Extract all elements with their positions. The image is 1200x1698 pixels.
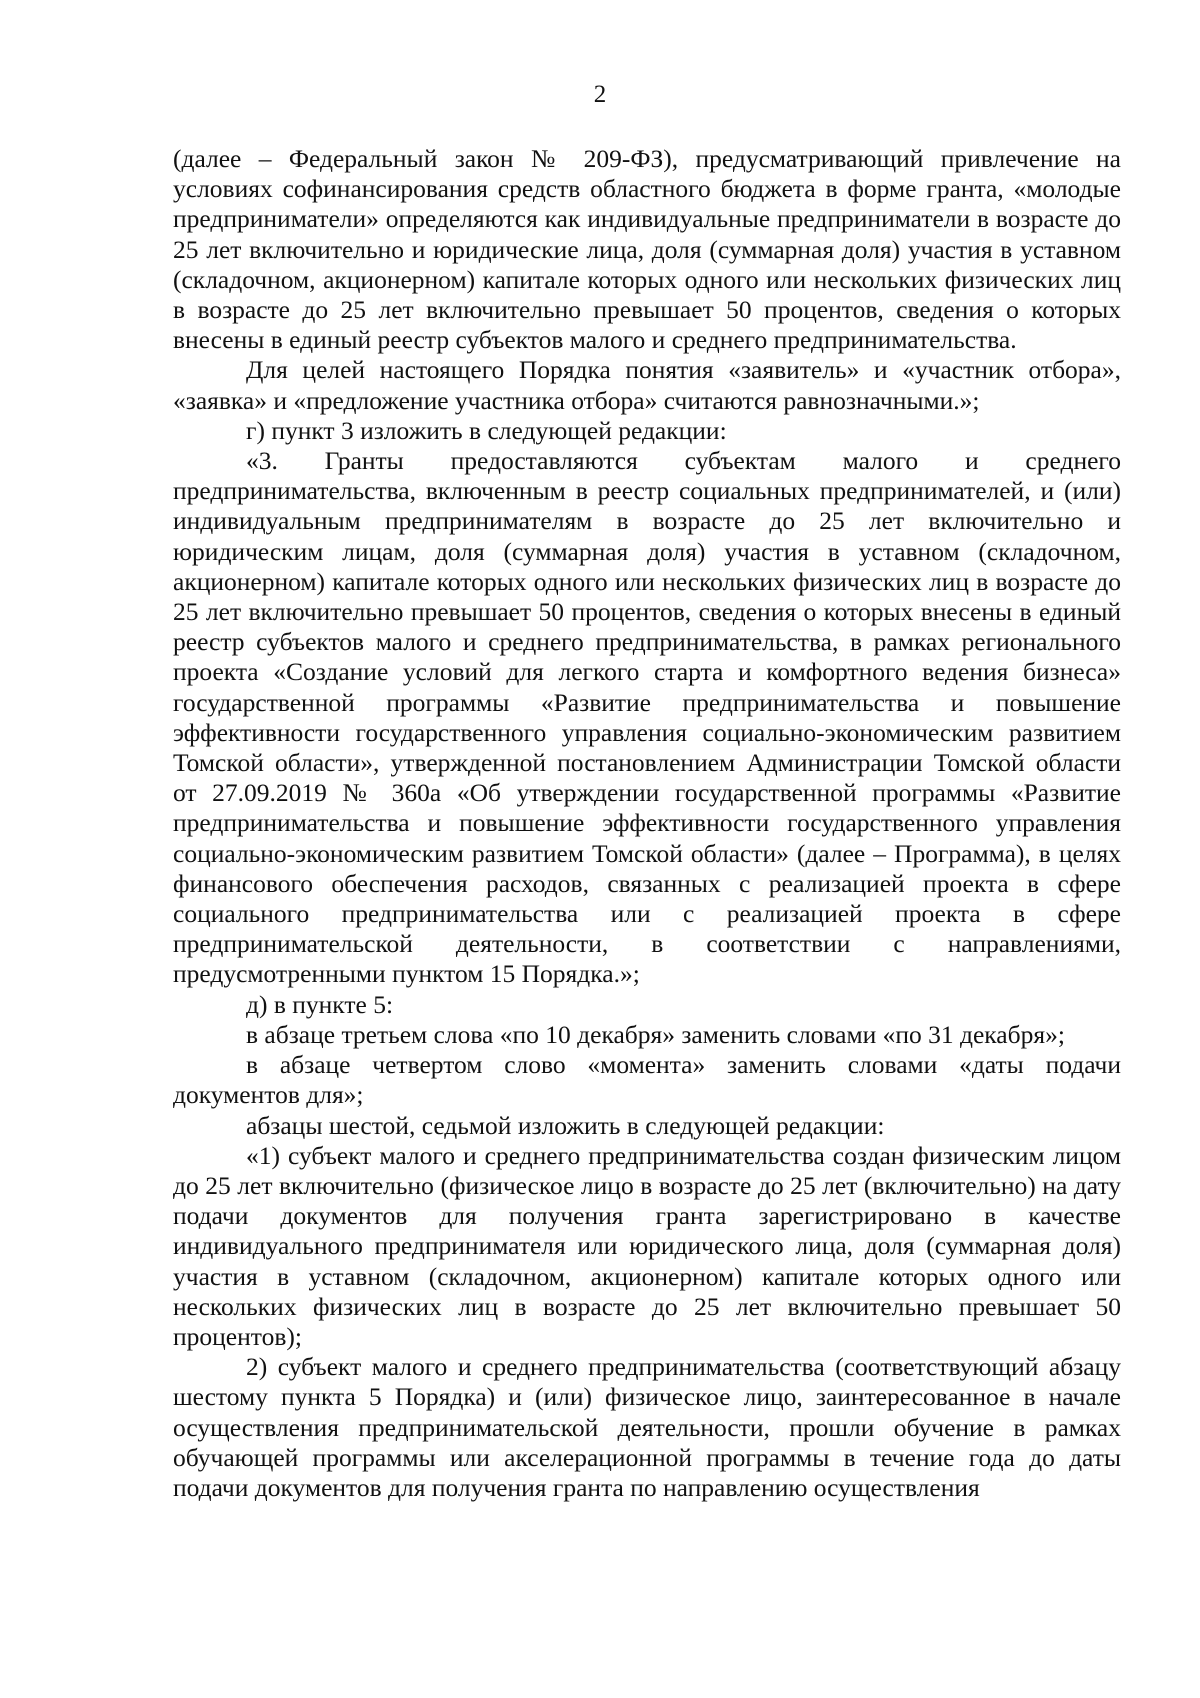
paragraph-condition-2: 2) субъект малого и среднего предпринимательства (соответствующий абзацу шестому пункта 5 Порядка) и (или) физическое лицо, заинтересованное в начале осуществления предпринимательской деятельности, прошли обучение в рамках обучающей программы или акселерационной программы в течение года до даты подачи документов для получения гранта по направлению осуществления <box>173 1352 1121 1502</box>
paragraph-item-d: д) в пункте 5: <box>246 989 394 1019</box>
paragraph-condition-1: «1) субъект малого и среднего предпринимательства создан физическим лицом до 25 лет включительно (физическое лицо в возрасте до 25 лет (включительно) на дату подачи документов для получения гранта зарегистрировано в качестве индивидуального предпринимателя или юридического лица, доля (суммарная доля) участия в уставном (складочном, акционерном) капитале которых одного или нескольких физических лиц в возрасте до 25 лет включительно превышает 50 процентов); <box>173 1140 1121 1351</box>
paragraph-third-clause-change: в абзаце третьем слова «по 10 декабря» заменить словами «по 31 декабря»; <box>246 1019 1065 1049</box>
paragraph-sixth-seventh-clauses: абзацы шестой, седьмой изложить в следующей редакции: <box>246 1110 885 1140</box>
paragraph-terms-equivalence: Для целей настоящего Порядка понятия «заявитель» и «участник отбора», «заявка» и «предложение участника отбора» считаются равнозначными.»; <box>173 355 1121 415</box>
paragraph-fourth-clause-change: в абзаце четвертом слово «момента» заменить словами «даты подачи документов для»; <box>173 1050 1121 1110</box>
page-number: 2 <box>593 81 607 108</box>
paragraph-item-g: г) пункт 3 изложить в следующей редакции: <box>246 415 727 445</box>
paragraph-point-3-grants: «3. Гранты предоставляются субъектам малого и среднего предпринимательства, включенным в реестр социальных предпринимателей, и (или) индивидуальным предпринимателям в возрасте до 25 лет включительно и юридическим лицам, доля (суммарная доля) участия в уставном (складочном, акционерном) капитале которых одного или нескольких физических лиц в возрасте до 25 лет включительно превышает 50 процентов, сведения о которых внесены в единый реестр субъектов малого и среднего предпринимательства, в рамках регионального проекта «Создание условий для легкого старта и комфортного ведения бизнеса» государственной программы «Развитие предпринимательства и повышение эффективности государственного управления социально-экономическим развитием Томской области», утвержденной постановлением Администрации Томской области от 27.09.2019 № 360а «Об утверждении государственной программы «Развитие предпринимательства и повышение эффективности государственного управления социально-экономическим развитием Томской области» (далее – Программа), в целях финансового обеспечения расходов, связанных с реализацией проекта в сфере социального предпринимательства или с реализацией проекта в сфере предпринимательской деятельности, в соответствии с направлениями, предусмотренными пунктом 15 Порядка.»; <box>173 446 1121 989</box>
paragraph-federal-law-definition: (далее – Федеральный закон № 209-ФЗ), предусматривающий привлечение на условиях софинансирования средств областного бюджета в форме гранта, «молодые предприниматели» определяются как индивидуальные предприниматели в возрасте до 25 лет включительно и юридические лица, доля (суммарная доля) участия в уставном (складочном, акционерном) капитале которых одного или нескольких физических лиц в возрасте до 25 лет включительно превышает 50 процентов, сведения о которых внесены в единый реестр субъектов малого и среднего предпринимательства. <box>173 144 1121 355</box>
document-body <box>173 144 1121 1503</box>
